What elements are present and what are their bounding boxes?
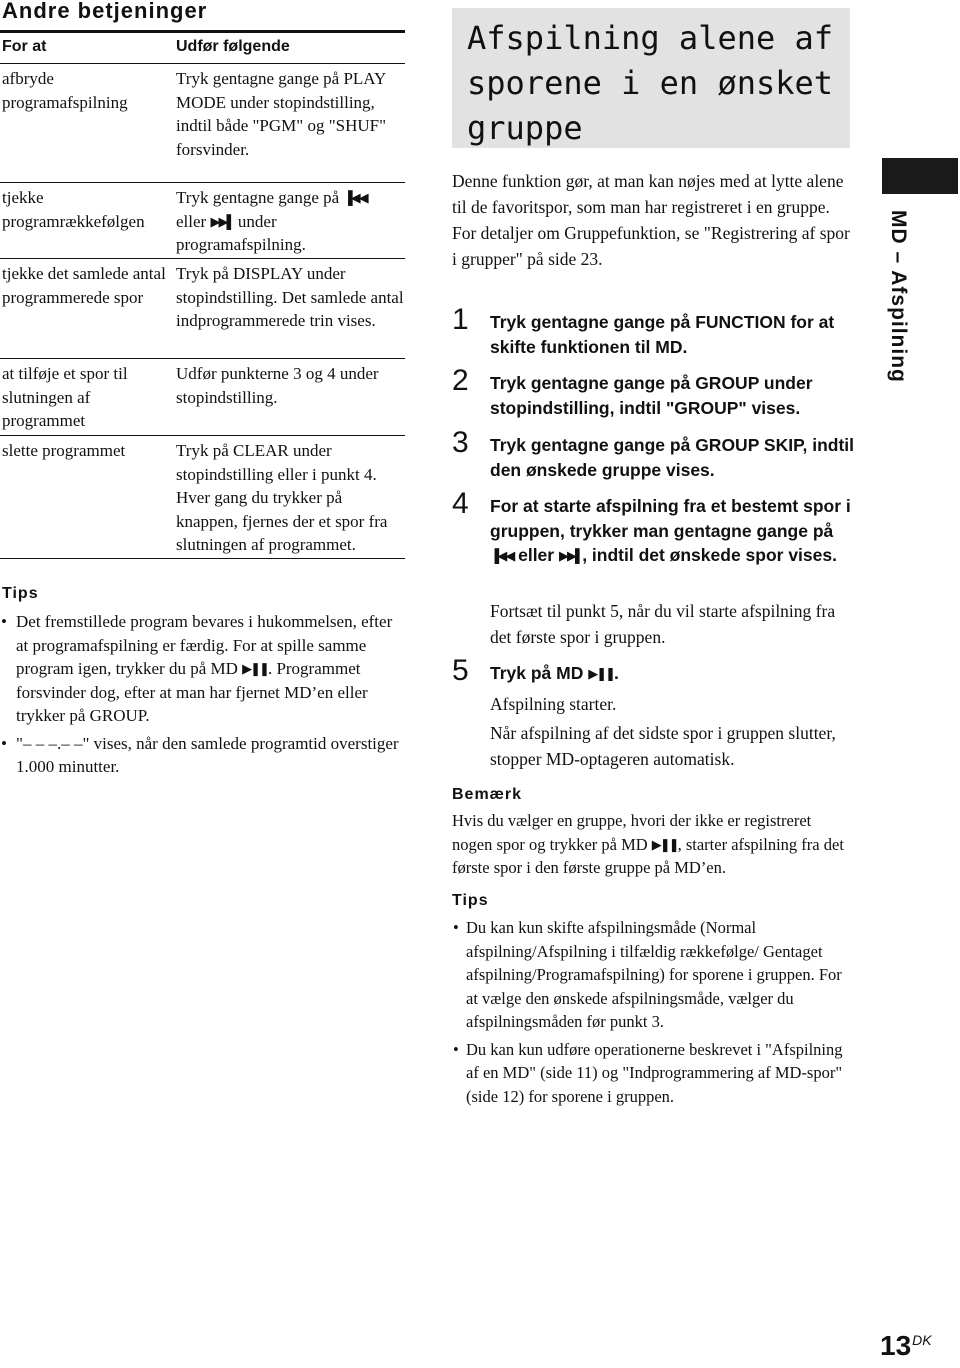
table-row: [0, 259, 405, 359]
tips-list: [452, 916, 857, 1112]
operations-table: [0, 30, 405, 559]
step-number: 4: [452, 487, 469, 520]
section-title: Andre betjeninger: [2, 0, 208, 23]
step-text-part: .: [614, 663, 619, 683]
step-text-part: eller: [518, 545, 555, 565]
step-text-part: , indtil det ønskede spor vises.: [582, 545, 837, 565]
row-action: tjekke programrækkefølgen: [2, 188, 145, 231]
tips-heading: Tips: [452, 892, 489, 909]
table-header-for-at: For at: [2, 38, 47, 55]
row-instruction: [176, 186, 404, 257]
side-tab-label: MD – Afspilning: [887, 210, 910, 383]
tip-text: Du kan kun skifte afspilningsmåde (Normal afspilning/Afspilning i tilfældig rækkefølge/ Gentaget afspilning/Programafspilning) for sporene i gruppen. For at vælge den ønskede afspilningsmåde, vælger du afspilningsmåden før punkt 3.: [466, 918, 842, 1031]
next-track-icon: ▶▶▌: [210, 213, 234, 229]
row-instruction: Tryk gentagne gange på PLAY MODE under stopindstilling, indtil både "PGM" og "SHUF" forsvinder.: [176, 69, 387, 159]
page-number-value: 13: [880, 1330, 912, 1361]
row-action: at tilføje et spor til slutningen af programmet: [2, 364, 128, 430]
tip-text: Du kan kun udføre operationerne beskrevet i "Afspilning af en MD" (side 11) og "Indprogrammering af MD-spor" (side 12) for sporene i gruppen.: [466, 1039, 843, 1106]
tip-text: Det fremstillede program bevares i hukommelsen, efter at programafspilning er færdig. For at spille samme program igen, trykker du på MD: [16, 612, 393, 678]
step-number: 1: [452, 303, 469, 336]
note-heading: Bemærk: [452, 786, 523, 803]
table-row: [0, 64, 405, 183]
row-instruction: Udfør punkterne 3 og 4 under stopindstilling.: [176, 364, 379, 407]
tip-text: . Programmet forsvinder dog, efter at man har fjernet MD’en eller trykker på GROUP.: [16, 659, 368, 725]
list-item: • Du kan kun udføre operationerne beskrevet i "Afspilning af en MD" (side 11) og "Indprogrammering af MD-spor" (side 12) for sporene i gruppen.: [453, 1039, 843, 1106]
side-tab-bar: [882, 158, 958, 194]
step-subtext: Afspilning starter.: [490, 694, 617, 714]
step-subtext: Fortsæt til punkt 5, når du vil starte afspilning fra det første spor i gruppen.: [490, 601, 836, 647]
step-text: Tryk gentagne gange på GROUP SKIP, indtil den ønskede gruppe vises.: [490, 435, 855, 480]
note-text-part: , starter afspilning fra det første spor i den første gruppe på MD’en.: [452, 834, 844, 877]
step-text: [490, 494, 855, 569]
step-text: Tryk gentagne gange på FUNCTION for at skifte funktionen til MD.: [490, 312, 835, 357]
heading-box: [452, 8, 850, 148]
row-action: afbryde programafspilning: [2, 69, 128, 112]
row-instruction: Tryk på CLEAR under stopindstilling eller i punkt 4. Hver gang du trykker på knappen, fjernes der et spor fra slutningen af programmet.: [176, 441, 388, 554]
step-number: 3: [452, 426, 469, 459]
instruction-text: eller: [176, 211, 207, 231]
instruction-text: under programafspilning.: [176, 211, 306, 254]
step-subtext: Når afspilning af det sidste spor i gruppen slutter, stopper MD-optageren automatisk.: [490, 723, 836, 769]
list-item: • Det fremstillede program bevares i hukommelsen, efter at programafspilning er færdig. For at spille samme program igen, trykker du på MD ▶❚❚. Programmet forsvinder dog, efter at man har fjernet MD’en eller trykker på GROUP.: [1, 612, 393, 725]
side-tab: [886, 210, 920, 410]
previous-track-icon: ▐◀◀: [343, 190, 367, 205]
tips-list: [0, 610, 405, 783]
note-text-part: Hvis du vælger en gruppe, hvori der ikke er registreret nogen spor og trykker på MD: [452, 811, 812, 854]
intro-paragraph: Denne funktion gør, at man kan nøjes med at lytte alene til de favoritspor, som man har registreret i en gruppe. For detaljer om Gruppefunktion, se "Registrering af spor i grupper" på side 23.: [452, 171, 850, 269]
next-track-icon: ▶▶▌: [558, 548, 583, 563]
table-header-udfor: Udfør følgende: [176, 38, 290, 55]
tip-text: "– – –.– –" vises, når den samlede programtid overstiger 1.000 minutter.: [16, 733, 399, 776]
table-row: [0, 359, 405, 436]
row-action: slette programmet: [2, 441, 126, 460]
page-number-suffix: DK: [912, 1332, 932, 1348]
row-action: tjekke det samlede antal programmerede spor: [2, 264, 166, 307]
table-row: [0, 436, 405, 559]
list-item: • Du kan kun skifte afspilningsmåde (Normal afspilning/Afspilning i tilfældig rækkefølge/ Gentaget afspilning/Programafspilning) for sporene i gruppen. For at vælge den ønskede afspilningsmåde, vælger du afspilningsmåden før punkt 3.: [453, 918, 842, 1031]
previous-track-icon: ▐◀◀: [490, 548, 514, 563]
play-pause-icon: ▶❚❚: [651, 836, 678, 852]
play-pause-icon: ▶❚❚: [242, 661, 268, 676]
page-number: [880, 1330, 932, 1362]
tips-heading: Tips: [2, 585, 39, 602]
play-pause-icon: ▶❚❚: [588, 666, 615, 681]
table-header: [0, 30, 405, 64]
instruction-text: Tryk gentagne gange på: [176, 188, 340, 207]
step-text-part: For at starte afspilning fra et bestemt spor i gruppen, trykker man gentagne gange på: [490, 496, 851, 541]
step-number: 2: [452, 364, 469, 397]
step-number: 5: [452, 654, 469, 687]
page-title: Afspilning alene af sporene i en ønsket gruppe: [467, 19, 834, 147]
list-item: • "– – –.– –" vises, når den samlede programtid overstiger 1.000 minutter.: [1, 733, 399, 776]
note-text: [452, 809, 852, 880]
row-instruction: Tryk på DISPLAY under stopindstilling. Det samlede antal indprogrammerede trin vises.: [176, 264, 404, 330]
step-text: [490, 661, 855, 687]
step-text: Tryk gentagne gange på GROUP under stopindstilling, indtil "GROUP" vises.: [490, 373, 813, 418]
table-row: [0, 183, 405, 259]
step-text-part: Tryk på MD: [490, 663, 584, 683]
